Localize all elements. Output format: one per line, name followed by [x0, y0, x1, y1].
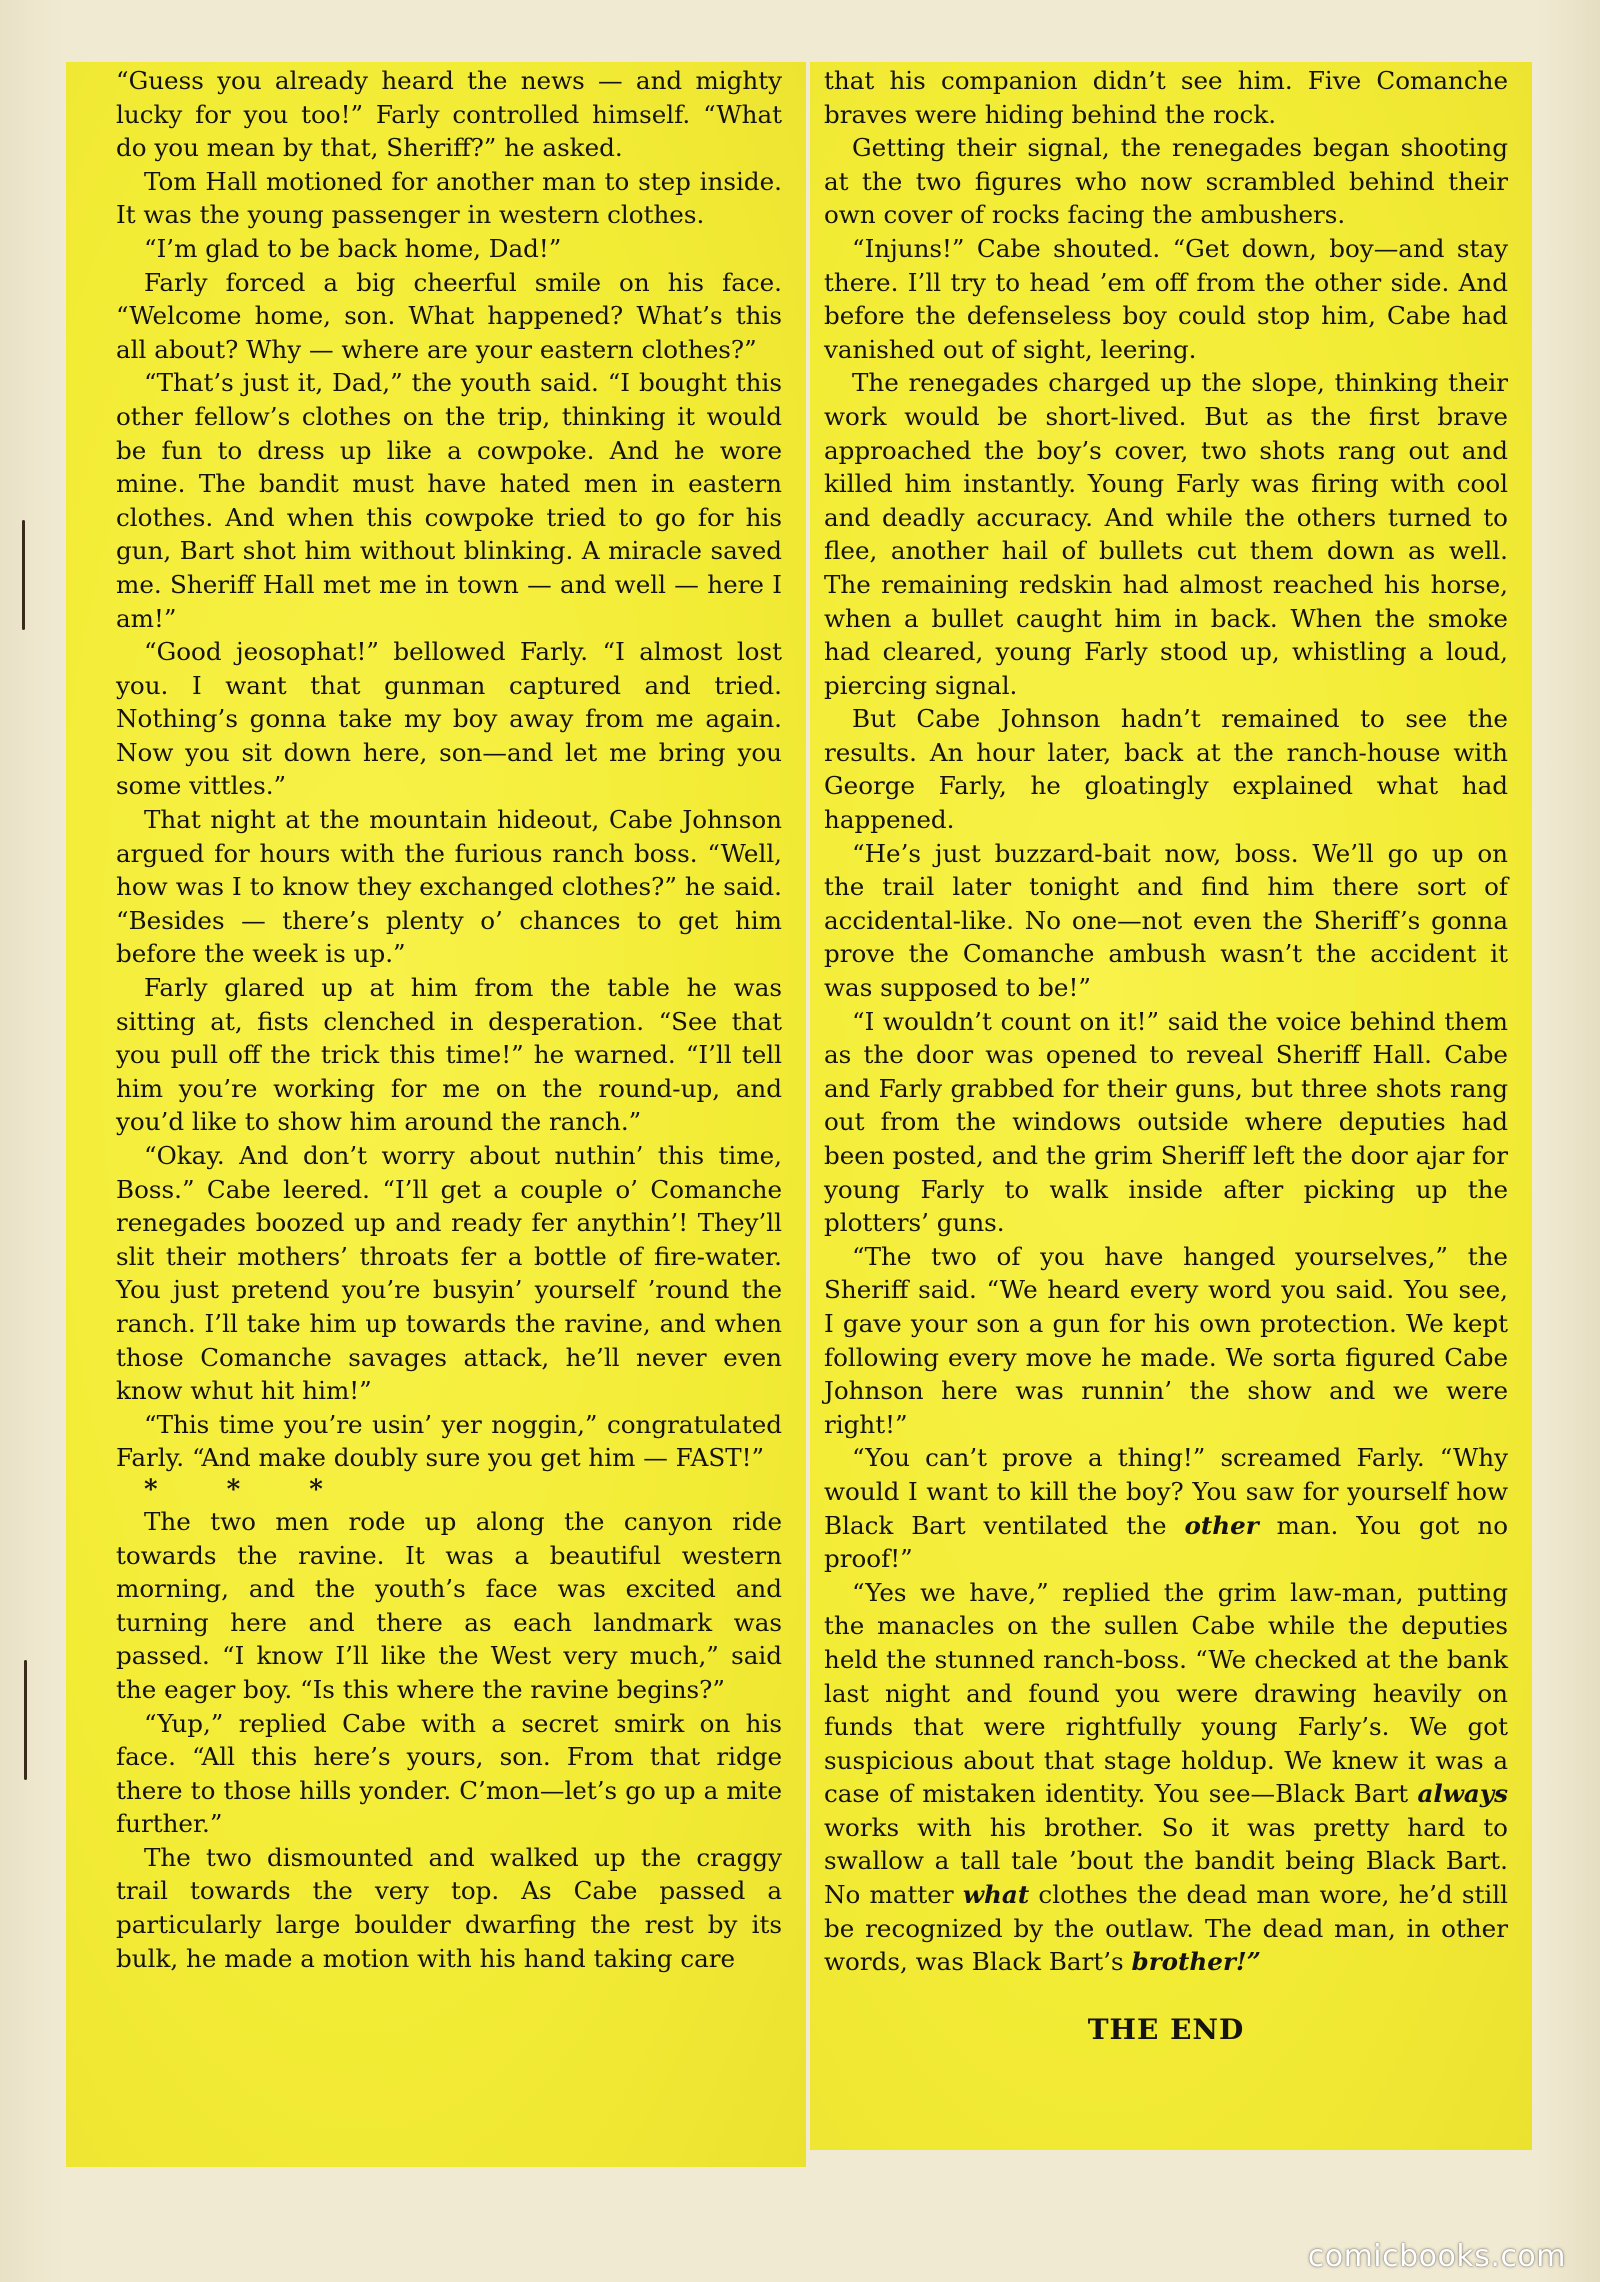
story-paragraph: “The two of you have hanged yourselves,” the Sheriff said. “We heard every word you said. You see, I gave your son a gun for his own protection. We kept following every move he made. We sorta figured Cabe Johnson here was runnin’ the show and we were right!”: [824, 1241, 1508, 1439]
site-watermark: comicbooks.com: [1307, 2239, 1566, 2274]
story-paragraph: The renegades charged up the slope, thinking their work would be short-lived. But as the first brave approached the boy’s cover, two shots rang out and killed him instantly. Young Farly was firing with cool and deadly accuracy. And while the others turned to flee, another hail of bullets cut them down as well. The remaining redskin had almost reached his horse, when a bullet caught him in back. When the smoke had cleared, young Farly stood up, whistling a loud, piercing signal.: [824, 368, 1508, 700]
page-tear-mark: [24, 1660, 27, 1780]
emphasis: what: [962, 1880, 1030, 1910]
page-tear-mark: [22, 520, 25, 630]
story-paragraph: Getting their signal, the renegades began shooting at the two figures who now scrambled behind their own cover of rocks facing the ambushers.: [824, 133, 1508, 230]
text-run: works with his brother. So it was pretty hard to swallow a tall tale ’bout the bandit being Black Bart. No matter: [824, 1812, 1508, 1910]
emphasis: brother!”: [1131, 1947, 1261, 1977]
text-run: man. You got no proof!”: [824, 1510, 1508, 1574]
story-paragraph: “Guess you already heard the news — and mighty lucky for you too!” Farly controlled himself. “What do you mean by that, Sheriff?” he asked.: [116, 66, 782, 163]
story-paragraph: The two dismounted and walked up the craggy trail towards the very top. As Cabe passed a particularly large boulder dwarfing the rest by its bulk, he made a motion with his hand taking care: [116, 1842, 782, 1973]
story-paragraph: “He’s just buzzard-bait now, boss. We’ll go up on the trail later tonight and find him there sort of accidental-like. No one—not even the Sheriff’s gonna prove the Comanche ambush wasn’t the accident it was supposed to be!”: [824, 838, 1508, 1003]
emphasis: always: [1417, 1779, 1508, 1809]
story-paragraph: The two men rode up along the canyon ride towards the ravine. It was a beautiful western morning, and the youth’s face was excited and turning here and there as each landmark was passed. “I know I’ll like the West very much,” said the eager boy. “Is this where the ravine begins?”: [116, 1506, 782, 1704]
text-run: “Yes we have,” replied the grim law-man, putting the manacles on the sullen Cabe while the deputies held the stunned ranch-boss. “We checked at the bank last night and found you were drawing heavily on funds that were rightfully young Farly’s. We got suspicious about that stage holdup. We knew it was a case of mistaken identity. You see—Black Bart: [824, 1577, 1508, 1809]
story-paragraph: That night at the mountain hideout, Cabe Johnson argued for hours with the furious ranch boss. “Well, how was I to know they exchanged clothes?” he said. “Besides — there’s plenty o’ chances to get him before the week is up.”: [116, 805, 782, 969]
story-paragraph: “This time you’re usin’ yer noggin,” congratulated Farly. “And make doubly sure you get him — FAST!”: [116, 1409, 782, 1473]
story-paragraph: “Injuns!” Cabe shouted. “Get down, boy—and stay there. I’ll try to head ’em off from the other side. And before the defenseless boy could stop him, Cabe had vanished out of sight, leering.: [824, 233, 1508, 364]
text-column-left: [66, 62, 806, 2167]
story-paragraph: “I’m glad to be back home, Dad!”: [144, 233, 562, 263]
text-run: clothes the dead man wore, he’d still be recognized by the outlaw. The dead man, in other words, was Black Bart’s: [824, 1880, 1508, 1977]
story-paragraph: [824, 1441, 1508, 1575]
story-paragraph: that his companion didn’t see him. Five Comanche braves were hiding behind the rock.: [824, 66, 1508, 129]
text-column-right: [810, 62, 1532, 2150]
story-paragraph: “Yup,” replied Cabe with a secret smirk on his face. “All this here’s yours, son. From that ridge there to those hills yonder. C’mon—let’s go up a mite further.”: [116, 1708, 782, 1839]
story-paragraph: “Good jeosophat!” bellowed Farly. “I almost lost you. I want that gunman captured and tried. Nothing’s gonna take my boy away from me again. Now you sit down here, son—and let me bring you some vittles.”: [116, 637, 782, 801]
story-paragraph: But Cabe Johnson hadn’t remained to see the results. An hour later, back at the ranch-house with George Farly, he gloatingly explained what had happened.: [824, 704, 1508, 835]
text-run: “You can’t prove a thing!” screamed Farly. “Why would I want to kill the boy? You saw for yourself how Black Bart ventilated the: [824, 1443, 1508, 1540]
story-paragraph: Farly glared up at him from the table he was sitting at, fists clenched in desperation. “See that you pull off the trick this time!” he warned. “I’ll tell him you’re working for me on the round-up, and you’d like to show him around the ranch.”: [116, 973, 782, 1137]
story-paragraph: Farly forced a big cheerful smile on his face. “Welcome home, son. What happened? What’s this all about? Why — where are your eastern clothes?”: [116, 267, 782, 364]
the-end-label: THE END: [1087, 2012, 1245, 2046]
scene-separator: * * *: [144, 1474, 323, 1505]
story-paragraph: “Okay. And don’t worry about nuthin’ this time, Boss.” Cabe leered. “I’ll get a couple o’ Comanche renegades boozed up and ready fer anythin’! They’ll slit their mothers’ throats fer a bottle of fire-water. You just pretend you’re busyin’ yourself ’round the ranch. I’ll take him up towards the ravine, and when those Comanche savages attack, he’ll never even know whut hit him!”: [116, 1141, 782, 1406]
story-paragraph: “That’s just it, Dad,” the youth said. “I bought this other fellow’s clothes on the trip, thinking it would be fun to dress up like a cowpoke. And he wore mine. The bandit must have hated men in eastern clothes. And when this cowpoke tried to go for his gun, Bart shot him without blinking. A miracle saved me. Sheriff Hall met me in town — and well — here I am!”: [116, 368, 782, 633]
story-paragraph: Tom Hall motioned for another man to step inside. It was the young passenger in western clothes.: [116, 166, 782, 230]
emphasis: other: [1184, 1510, 1259, 1540]
story-paragraph: “I wouldn’t count on it!” said the voice behind them as the door was opened to reveal Sheriff Hall. Cabe and Farly grabbed for their guns, but three shots rang out from the windows outside where deputies had been posted, and the grim Sheriff left the door ajar for young Farly to walk inside after picking up the plotters’ guns.: [824, 1006, 1508, 1238]
story-paragraph: [824, 1576, 1508, 1979]
